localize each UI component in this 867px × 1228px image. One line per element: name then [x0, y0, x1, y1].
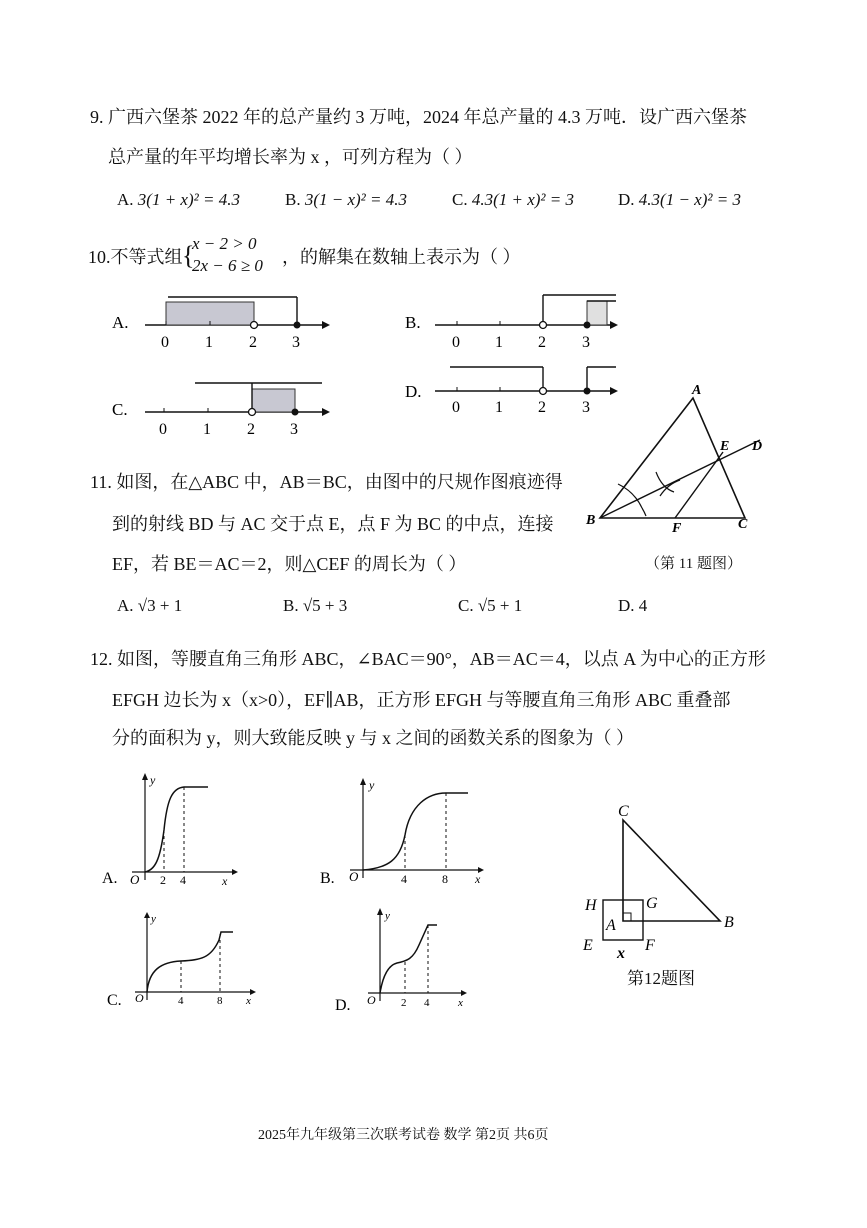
q12-graph-d: [333, 905, 478, 1015]
q12-graph-b-xlabel: x: [475, 872, 481, 886]
q11-option-d: [618, 596, 647, 616]
q10-a-tick-0: 0: [161, 334, 169, 351]
q9-stem-line2: 总产量的年平均增长率为 x ，可列方程为（ ）: [108, 147, 473, 167]
q12-graph-b-tick-2: 8: [442, 872, 448, 886]
q11-point-a: A: [692, 383, 702, 398]
q11-stem-line3: EF，若 BE＝AC＝2，则△CEF 的周长为（ ）: [112, 554, 467, 574]
q11-option-c-label: C.: [458, 596, 474, 615]
q12-graph-a-tick-2: 4: [180, 873, 186, 887]
q10-option-a-label: A.: [112, 313, 129, 332]
q9-option-c-label: C.: [452, 190, 468, 209]
q9-option-b-label: B.: [285, 190, 301, 209]
q10-number-lines: [100, 285, 640, 445]
q12-graph-a-xlabel: x: [222, 874, 228, 888]
q12-point-h: H: [585, 897, 597, 914]
q10-option-c-figure: [112, 383, 330, 438]
q10-a-tick-3: 3: [292, 334, 300, 351]
q10-stem-tail: ，的解集在数轴上表示为（ ）: [282, 247, 521, 267]
q11-point-e: E: [720, 439, 730, 454]
q9-option-b-expr: 3(1 − x)² = 4.3: [304, 190, 408, 209]
q10-c-tick-2: 2: [247, 421, 255, 438]
q9-option-d: [618, 190, 741, 210]
q10-d-tick-1: 1: [495, 399, 503, 416]
q11-option-b-expr: √5 + 3: [302, 596, 348, 615]
q10-number: 10.不等式组: [88, 247, 183, 267]
q11-option-a: [117, 596, 182, 616]
q11-option-c: [458, 596, 522, 616]
q11-option-b: [283, 596, 347, 616]
q12-graph-c-origin: O: [135, 991, 144, 1005]
q9-option-a-label: A.: [117, 190, 134, 209]
q10-option-b-label: B.: [405, 313, 421, 332]
q12-graph-c-xlabel: x: [246, 995, 251, 1007]
q12-caption: 第12题图: [627, 969, 695, 988]
q12-graph-b-ylabel: y: [369, 778, 375, 792]
q11-caption: （第 11 题图）: [645, 556, 742, 572]
q12-point-b: B: [724, 914, 734, 931]
q10-d-tick-0: 0: [452, 399, 460, 416]
q12-graph-b-label: B.: [320, 870, 335, 887]
q9-option-d-label: D.: [618, 190, 635, 209]
q12-graph-a: [100, 770, 250, 890]
q10-a-tick-2: 2: [249, 334, 257, 351]
q9-option-a: [117, 190, 240, 210]
q12-graph-d-ylabel: y: [385, 910, 390, 922]
q12-graph-b-tick-1: 4: [401, 872, 407, 886]
q12-point-f: F: [645, 937, 655, 954]
q9-option-d-expr: 4.3(1 − x)² = 3: [638, 190, 741, 209]
q9-option-a-expr: 3(1 + x)² = 4.3: [137, 190, 240, 209]
q11-stem-line2: 到的射线 BD 与 AC 交于点 E，点 F 为 BC 的中点，连接: [112, 514, 554, 534]
q12-stem-line3: 分的面积为 y，则大致能反映 y 与 x 之间的函数关系的图象为（ ）: [112, 728, 634, 748]
q12-stem-line2: EFGH 边长为 x（x>0），EF∥AB，正方形 EFGH 与等腰直角三角形 ABC 重叠部: [112, 690, 731, 710]
q12-stem-line1: 12. 如图，等腰直角三角形 ABC，∠BAC＝90°，AB＝AC＝4，以点 A 为中心的正方形: [90, 649, 766, 669]
q9-option-b: [285, 190, 407, 210]
q12-point-g: G: [646, 895, 658, 912]
q11-option-b-label: B.: [283, 596, 299, 615]
q9-option-c-expr: 4.3(1 + x)² = 3: [471, 190, 575, 209]
q10-b-tick-2: 2: [538, 334, 546, 351]
q10-b-tick-1: 1: [495, 334, 503, 351]
q10-c-tick-1: 1: [203, 421, 211, 438]
q11-point-b: B: [586, 513, 596, 528]
q12-graph-b: [318, 775, 493, 890]
q12-graph-d-tick-1: 2: [401, 997, 407, 1009]
q12-graph-d-tick-2: 4: [424, 997, 430, 1009]
q10-option-c-label: C.: [112, 400, 128, 419]
q12-graph-d-label: D.: [335, 997, 351, 1014]
page-footer: 2025年九年级第三次联考试卷 数学 第2页 共6页: [258, 1128, 549, 1143]
q12-graph-d-xlabel: x: [458, 997, 463, 1009]
q11-stem-line1: 11. 如图，在△ABC 中，AB＝BC，由图中的尺规作图痕迹得: [90, 472, 563, 492]
q11-point-c: C: [738, 517, 748, 532]
q12-graph-a-ylabel: y: [150, 773, 156, 787]
q9-option-c: [452, 190, 574, 210]
q12-graph-d-origin: O: [367, 993, 376, 1007]
q12-point-c: C: [618, 803, 629, 820]
q10-c-tick-0: 0: [159, 421, 167, 438]
q12-graph-a-tick-1: 2: [160, 873, 166, 887]
q12-graph-b-origin: O: [349, 869, 359, 884]
q11-option-d-expr: 4: [638, 596, 648, 615]
q10-b-tick-3: 3: [582, 334, 590, 351]
q12-graph-a-origin: O: [130, 872, 140, 887]
q12-graph-c-label: C.: [107, 992, 122, 1009]
q11-figure: [580, 380, 780, 540]
q11-option-a-label: A.: [117, 596, 134, 615]
q10-option-d-label: D.: [405, 382, 422, 401]
q10-d-tick-2: 2: [538, 399, 546, 416]
q11-option-d-label: D.: [618, 596, 635, 615]
q12-graph-c-tick-2: 8: [217, 995, 223, 1007]
q11-option-c-expr: √5 + 1: [477, 596, 523, 615]
q10-inequality-2: 2x − 6 ≥ 0: [192, 256, 263, 275]
q10-a-tick-1: 1: [205, 334, 213, 351]
q10-c-tick-3: 3: [290, 421, 298, 438]
q12-graph-a-label: A.: [102, 870, 118, 887]
q12-figure: [575, 800, 745, 970]
q10-d-tick-3: 3: [582, 399, 590, 416]
q10-inequality-1: x − 2 > 0: [192, 234, 257, 253]
q12-point-e: E: [583, 937, 593, 954]
q9-stem-line1: 9. 广西六堡茶 2022 年的总产量约 3 万吨，2024 年总产量的 4.3 万吨．设广西六堡茶: [90, 107, 747, 127]
q12-graph-c-tick-1: 4: [178, 995, 184, 1007]
q10-brace: {: [182, 241, 195, 270]
q12-side-x: x: [617, 945, 625, 962]
q12-graph-c: [105, 910, 265, 1010]
q12-graph-c-ylabel: y: [151, 913, 156, 925]
q10-option-a-figure: [112, 297, 330, 351]
q11-point-f: F: [672, 521, 682, 536]
q12-point-a: A: [606, 917, 616, 934]
q11-point-d: D: [752, 439, 763, 454]
q10-option-b-figure: [405, 295, 618, 351]
q11-option-a-expr: √3 + 1: [137, 596, 183, 615]
q10-b-tick-0: 0: [452, 334, 460, 351]
